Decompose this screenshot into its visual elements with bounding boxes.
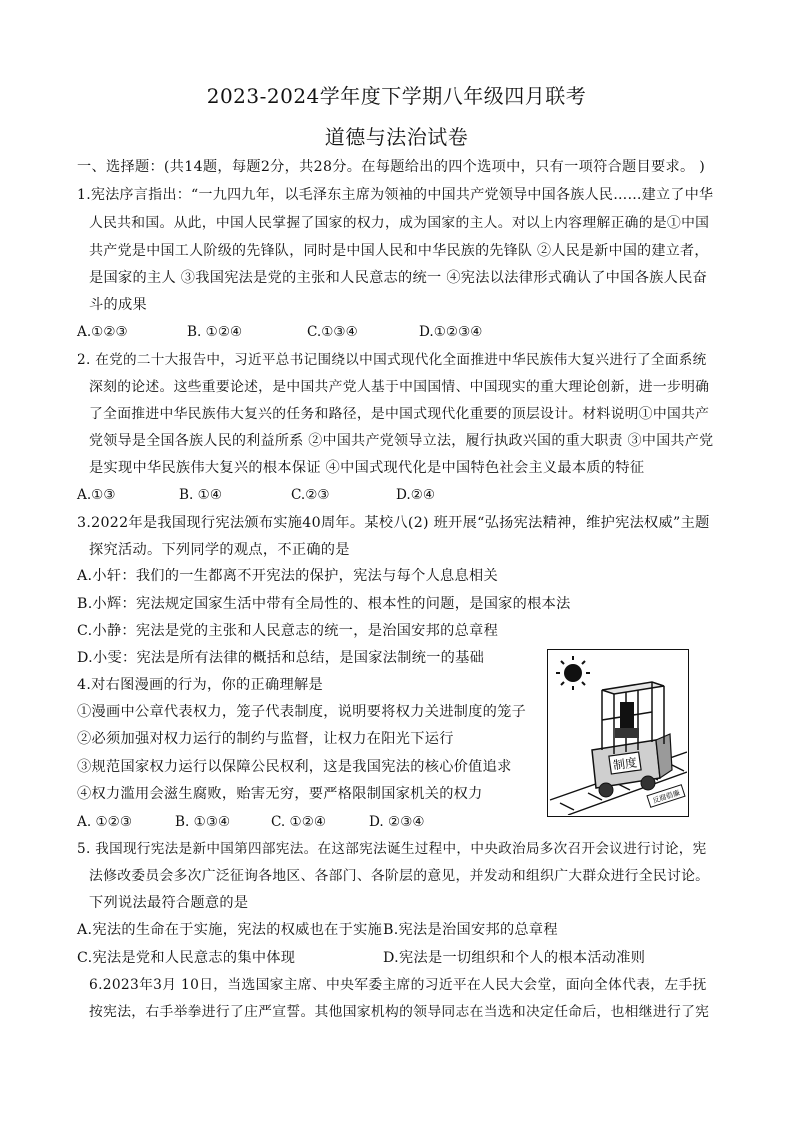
option-d: D.小雯：宪法是所有法律的概括和总结，是国家法制统一的基础: [77, 650, 485, 666]
question-text-line: 1.宪法序言指出：“一九四九年，以毛泽东主席为领袖的中国共产党领导中国各族人民……建立了中华: [77, 187, 714, 203]
option-a: A.①③: [77, 487, 116, 503]
option-a: A.小轩：我们的一生都离不开宪法的保护，宪法与每个人息息相关: [77, 568, 499, 584]
cart-label: 制度: [612, 755, 639, 773]
question-text-line: 是实现中华民族伟大复兴的根本保证 ④中国式现代化是中国特色社会主义最本质的特征: [89, 460, 645, 476]
option-b: B. ①③④: [175, 814, 231, 830]
question-text-line: 共产党是中国工人阶级的先锋队，同时是中国人民和中华民族的先锋队 ②人民是新中国的建立者，: [89, 243, 709, 259]
option-b: B. ①④: [179, 487, 223, 503]
option-c: C.①③④: [307, 324, 358, 340]
exam-title: 2023-2024学年度下学期八年级四月联考: [206, 84, 587, 108]
option-b: B.宪法是治国安邦的总章程: [383, 922, 558, 938]
option-d: D.①②③④: [419, 324, 483, 340]
option-c: C.小静：宪法是党的主张和人民意志的统一，是治国安邦的总章程: [77, 623, 499, 639]
question-text-line: 按宪法，右手举拳进行了庄严宣誓。其他国家机构的领导同志在当选和决定任命后，也相继进行了宪: [89, 1004, 710, 1020]
question-text-line: 深刻的论述。这些重要论述，是中国共产党人基于中国国情、中国现实的重大理论创新，进一步明确: [89, 379, 710, 395]
option-b: B. ①②④: [187, 324, 243, 340]
option-a: A.宪法的生命在于实施，宪法的权威也在于实施: [77, 922, 383, 938]
section-heading: 一、选择题：(共14题，每题2分，共28分。在每题给出的四个选项中，只有一项符合题目要求。 ): [77, 159, 706, 175]
question-text-line: 了全面推进中华民族伟大复兴的任务和路径，是中国式现代化重要的顶层设计。材料说明①中国共产: [89, 406, 710, 422]
option-a: A. ①②③: [77, 814, 133, 830]
question-text-line: 是国家的主人 ③我国宪法是党的主张和人民意志的统一 ④宪法以法律形式确认了中国各族人民奋: [89, 270, 708, 286]
question-text-line: 下列说法最符合题意的是: [89, 895, 249, 911]
question-text-line: 4.对右图漫画的行为，你的正确理解是: [77, 677, 323, 693]
option-c: C. ①②④: [271, 814, 327, 830]
option-a: A.①②③: [77, 324, 128, 340]
sun-icon: [556, 656, 590, 690]
track-sign: 反腐倡廉: [651, 788, 681, 806]
option-d: D.②④: [396, 487, 436, 503]
question-text-line: 2. 在党的二十大报告中，习近平总书记围绕以中国式现代化全面推进中华民族伟大复兴进行了全面系统: [77, 352, 707, 368]
question-text-line: 党领导是全国各族人民的利益所系 ②中国共产党领导立法，履行执政兴国的重大职责 ③中国共产党: [89, 433, 714, 449]
question-text-line: 5. 我国现行宪法是新中国第四部宪法。在这部宪法诞生过程中，中央政治局多次召开会议进行讨论，宪: [77, 841, 707, 857]
option-b: B.小辉：宪法规定国家生活中带有全局性的、根本性的问题，是国家的根本法: [77, 596, 571, 612]
option-d: D. ②③④: [369, 814, 425, 830]
statement-1: ①漫画中公章代表权力，笼子代表制度，说明要将权力关进制度的笼子: [77, 704, 527, 720]
option-c: C.②③: [291, 487, 330, 503]
cartoon-image: [547, 649, 689, 817]
cartoon-drawing: [548, 650, 687, 815]
option-d: D.宪法是一切组织和个人的根本活动准则: [383, 950, 646, 966]
exam-subject: 道德与法治试卷: [324, 125, 469, 149]
option-c: C.宪法是党和人民意志的集中体现: [77, 950, 296, 966]
statement-2: ②必须加强对权力运行的制约与监督，让权力在阳光下运行: [77, 731, 454, 747]
question-text-line: 6.2023年3月 10日，当选国家主席、中央军委主席的习近平在人民大会堂，面向全体代表，左手抚: [89, 977, 707, 993]
question-text-line: 探究活动。下列同学的观点，不正确的是: [89, 542, 350, 558]
question-text-line: 3.2022年是我国现行宪法颁布实施40周年。某校八(2) 班开展“弘扬宪法精神，维护宪法权威”主题: [77, 515, 710, 531]
statement-3: ③规范国家权力运行以保障公民权利，这是我国宪法的核心价值追求: [77, 759, 512, 775]
stamp-icon: [615, 702, 639, 738]
question-text-line: 斗的成果: [89, 297, 147, 313]
question-text-line: 法修改委员会多次广泛征询各地区、各部门、各阶层的意见，并发动和组织广大群众进行全民讨论。: [89, 868, 710, 884]
question-text-line: 人民共和国。从此，中国人民掌握了国家的权力，成为国家的主人。对以上内容理解正确的是①中国: [89, 215, 710, 231]
statement-4: ④权力滥用会滋生腐败，贻害无穷，要严格限制国家机关的权力: [77, 786, 483, 802]
